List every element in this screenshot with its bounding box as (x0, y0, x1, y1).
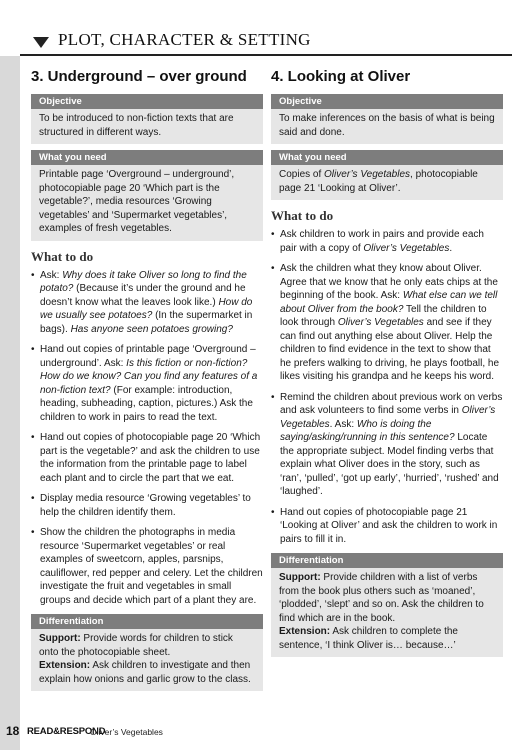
what-you-need-heading: What you need (271, 150, 503, 165)
objective-box (31, 94, 263, 144)
page-footer (0, 722, 531, 750)
differentiation-box (271, 553, 503, 657)
list-item: • Hand out copies of printable page ‘Overground – underground’. Ask: Is this fiction or non-fiction? How do we know? Can you find any features of a non-fiction text? (For example: introduction, heading, subheading, caption, pictures.) Ask the children to work in pairs to read the text. (31, 343, 263, 424)
side-margin-band (0, 56, 20, 750)
objective-text: To be introduced to non-fiction texts that are structured in different ways. (31, 109, 263, 144)
differentiation-heading: Differentiation (31, 614, 263, 629)
differentiation-box (31, 614, 263, 691)
objective-box (271, 94, 503, 144)
what-you-need-text: Printable page ‘Overground – underground’, photocopiable page 20 ‘Which part is the vegetable?’, media resources ‘Growing vegetables’ and ‘Supermarket vegetables’, examples of fresh vegetables. (31, 165, 263, 241)
list-item: • Hand out copies of photocopiable page 20 ‘Which part is the vegetable?’ and ask the children to use the information from the printable page to label each plant and to circle the part that we eat. (31, 431, 263, 485)
objective-heading: Objective (271, 94, 503, 109)
header-divider (20, 54, 512, 56)
what-to-do-heading: What to do (271, 208, 334, 223)
what-you-need-heading: What you need (31, 150, 263, 165)
activity-4-column (271, 68, 503, 663)
list-item: • Show the children the photographs in media resource ‘Supermarket vegetables’ or real examples of sweetcorn, apples, parsnips, cauliflower, red pepper and celery. Let the children investigate the fruit and vegetables in small groups and decide which part of a plant they are. (31, 526, 263, 607)
activity-4-title: 4. Looking at Oliver (271, 68, 411, 85)
list-item: • Ask the children what they know about Oliver. Agree that we know that he only eats chips at the beginning of the book. Ask: What else can we tell about Oliver from the book? Tell the children to look through Oliver’s Vegetables and see if they can find out anything else about Oliver. Help the children to find evidence in the text to show that he prefers walking to driving, he plays football, he likes visiting his grandpa and he keeps his word. (271, 262, 503, 384)
list-item: • Display media resource ‘Growing vegetables’ to help the children identify them. (31, 492, 263, 519)
objective-text: To make inferences on the basis of what is being said and done. (271, 109, 503, 144)
series-logo: READ&RESPOND (27, 726, 106, 737)
book-title: Oliver’s Vegetables (90, 727, 163, 737)
list-item: • Remind the children about previous work on verbs and ask volunteers to find some verbs in Oliver’s Vegetables. Ask: Who is doing the saying/asking/running in this sentence? Locate the appropriate subject. Model finding verbs that explain what Oliver does in the story, such as ‘ran’, ‘pulled’, ‘got up early’, ‘hurried’, ‘rushed’ and ‘laughed’. (271, 391, 503, 499)
list-item: • Ask: Why does it take Oliver so long to find the potato? (Because it’s under the ground and he doesn’t know what the leaves look like.) How do we usually see potatoes? (In the supermarket in bags). Has anyone seen potatoes growing? (31, 269, 263, 337)
list-item: • Hand out copies of photocopiable page 21 ‘Looking at Oliver’ and ask the children to work in pairs to fill it in. (271, 506, 503, 547)
objective-heading: Objective (31, 94, 263, 109)
what-you-need-box (31, 150, 263, 241)
differentiation-heading: Differentiation (271, 553, 503, 568)
what-to-do-list (271, 228, 503, 546)
header-band (0, 0, 531, 30)
triangle-down-icon (33, 37, 49, 48)
page-header (0, 0, 531, 60)
what-you-need-box (271, 150, 503, 200)
differentiation-text: Support: Provide children with a list of verbs from the book plus others such as ‘moaned’, ‘plodded’, ‘slept’ and so on. Ask the children to find which are in the book. Extension: Ask children to complete the sentence, ‘I think Oliver is… because…’ (271, 568, 503, 657)
what-to-do-heading: What to do (31, 248, 94, 264)
chapter-title: PLOT, CHARACTER & SETTING (58, 30, 311, 49)
what-to-do-list (31, 269, 263, 608)
activity-3-column (31, 68, 263, 697)
list-item: • Ask children to work in pairs and provide each pair with a copy of Oliver’s Vegetables. (271, 228, 503, 255)
differentiation-text: Support: Provide words for children to stick onto the photocopiable sheet. Extension: Ask children to investigate and then explain how onions and garlic grow to the class. (31, 629, 263, 691)
activity-3-title: 3. Underground – over ground (31, 68, 247, 85)
page-number: 18 (6, 724, 20, 738)
what-you-need-text: Copies of Oliver’s Vegetables, photocopiable page 21 ‘Looking at Oliver’. (271, 165, 503, 200)
